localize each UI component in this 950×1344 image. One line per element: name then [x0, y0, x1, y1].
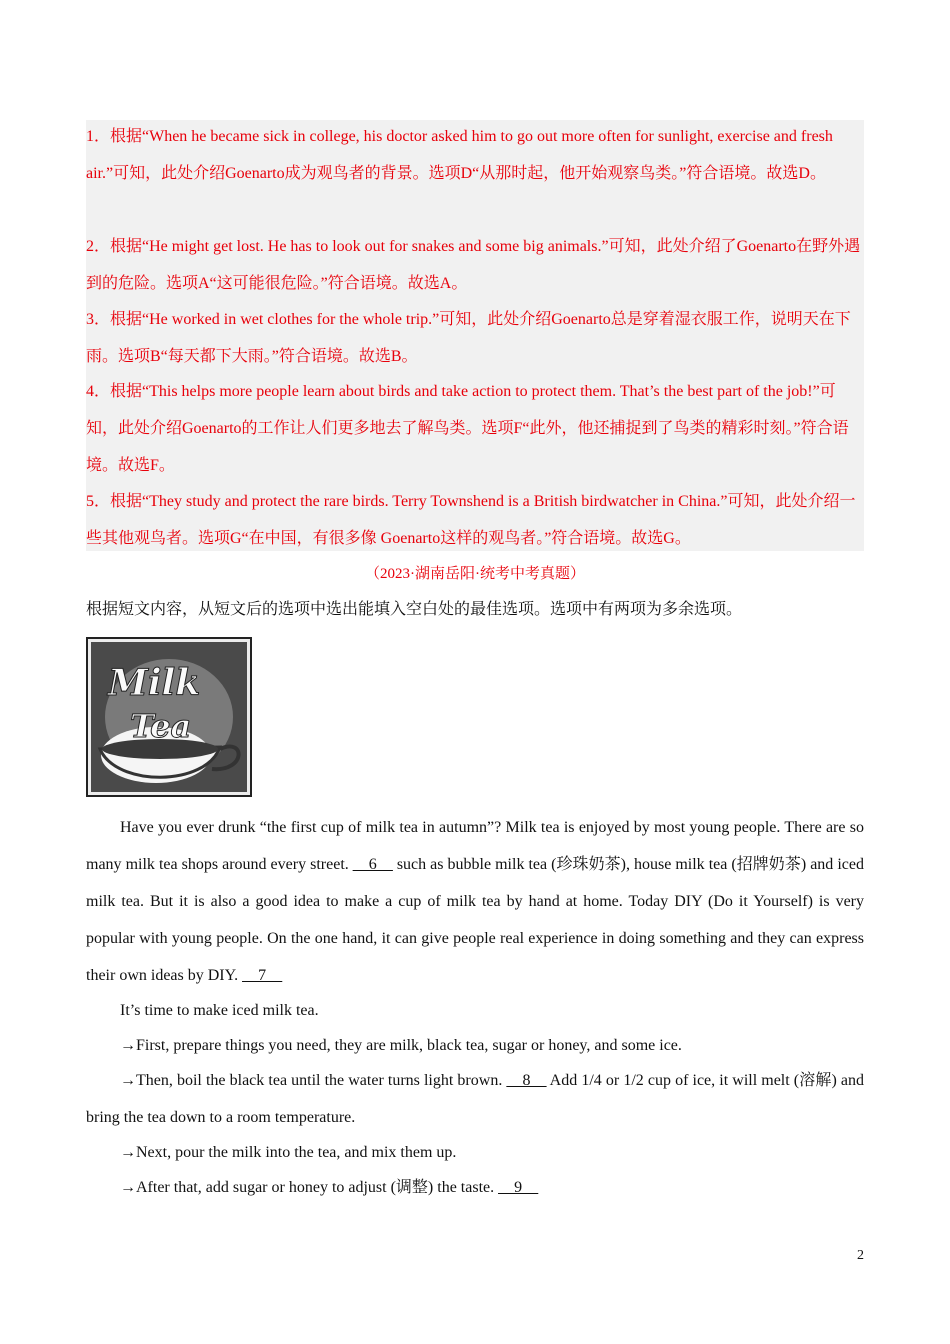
step-after — [120, 1175, 538, 1201]
step-first: →First, prepare things you need, they are milk, black tea, sugar or honey, and some ice. — [120, 1037, 682, 1054]
passage-text: →After that, add sugar or honey to adjust (调整) the taste. — [120, 1179, 499, 1196]
passage-line-intro: It’s time to make iced milk tea. — [120, 1002, 319, 1019]
step-then — [86, 1062, 864, 1136]
milk-tea-image — [86, 637, 252, 797]
logo-text-milk: Milk — [108, 662, 201, 704]
answer-3: 3．根据“He worked in wet clothes for the whole trip.”可知，此处介绍Goenarto总是穿着湿衣服工作，说明天在下雨。选项B“每天都下大雨。”符合语境。故选B。 — [86, 311, 851, 365]
answer-1: 1．根据“When he became sick in college, his doctor asked him to go out more often for sunlight, exercise and fresh air.”可知，此处介绍Goenarto成为观鸟者的背景。选项D“从那时起，他开始观察鸟类。”符合语境。故选D。 — [86, 128, 833, 182]
logo-text-tea: Tea — [130, 707, 192, 745]
passage-text: Add 1/4 or 1/2 cup of ice, it will melt (溶解) and bring the tea down to a room temperature. — [86, 1072, 864, 1126]
exam-source: （2023·湖南岳阳·统考中考真题） — [365, 566, 585, 582]
passage-text: →Then, boil the black tea until the water turns light brown. — [120, 1072, 507, 1089]
step-next: →Next, pour the milk into the tea, and mix them up. — [120, 1144, 457, 1161]
answer-2: 2．根据“He might get lost. He has to look out for snakes and some big animals.”可知，此处介绍了Goenarto在野外遇到的危险。选项A“这可能很危险。”符合语境。故选A。 — [86, 238, 861, 292]
page-number: 2 — [857, 1248, 864, 1263]
blank-7[interactable]: __7__ — [242, 967, 283, 984]
blank-8[interactable]: __8__ — [506, 1072, 547, 1089]
passage-text: such as bubble milk tea (珍珠奶茶), house milk tea (招牌奶茶) and iced milk tea. But it is also a good idea to make a cup of milk tea by hand at home. Today DIY (Do it Yourself) is very popular with young people. On the one hand, it can give people real experience in doing something and they can express their own ideas by DIY. — [86, 856, 864, 984]
passage-paragraph-1 — [86, 809, 864, 994]
blank-6[interactable]: __6__ — [352, 856, 393, 873]
answer-5: 5．根据“They study and protect the rare birds. Terry Townshend is a British birdwatcher in China.”可知，此处介绍一些其他观鸟者。选项G“在中国，有很多像 Goenarto这样的观鸟者。”符合语境。故选G。 — [86, 493, 856, 547]
instruction: 根据短文内容，从短文后的选项中选出能填入空白处的最佳选项。选项中有两项为多余选项。 — [86, 601, 743, 618]
passage-text: Have you ever drunk “the first cup of milk tea in autumn”? Milk tea is enjoyed by most young people. There are so many milk tea shops around every street. — [86, 819, 864, 873]
blank-9[interactable]: __9__ — [498, 1179, 539, 1196]
answer-4: 4．根据“This helps more people learn about birds and take action to protect them. That’s the best part of the job!”可知，此处介绍Goenarto的工作让人们更多地去了解鸟类。选项F“此外，他还捕捉到了鸟类的精彩时刻。”符合语境。故选F。 — [86, 383, 849, 474]
